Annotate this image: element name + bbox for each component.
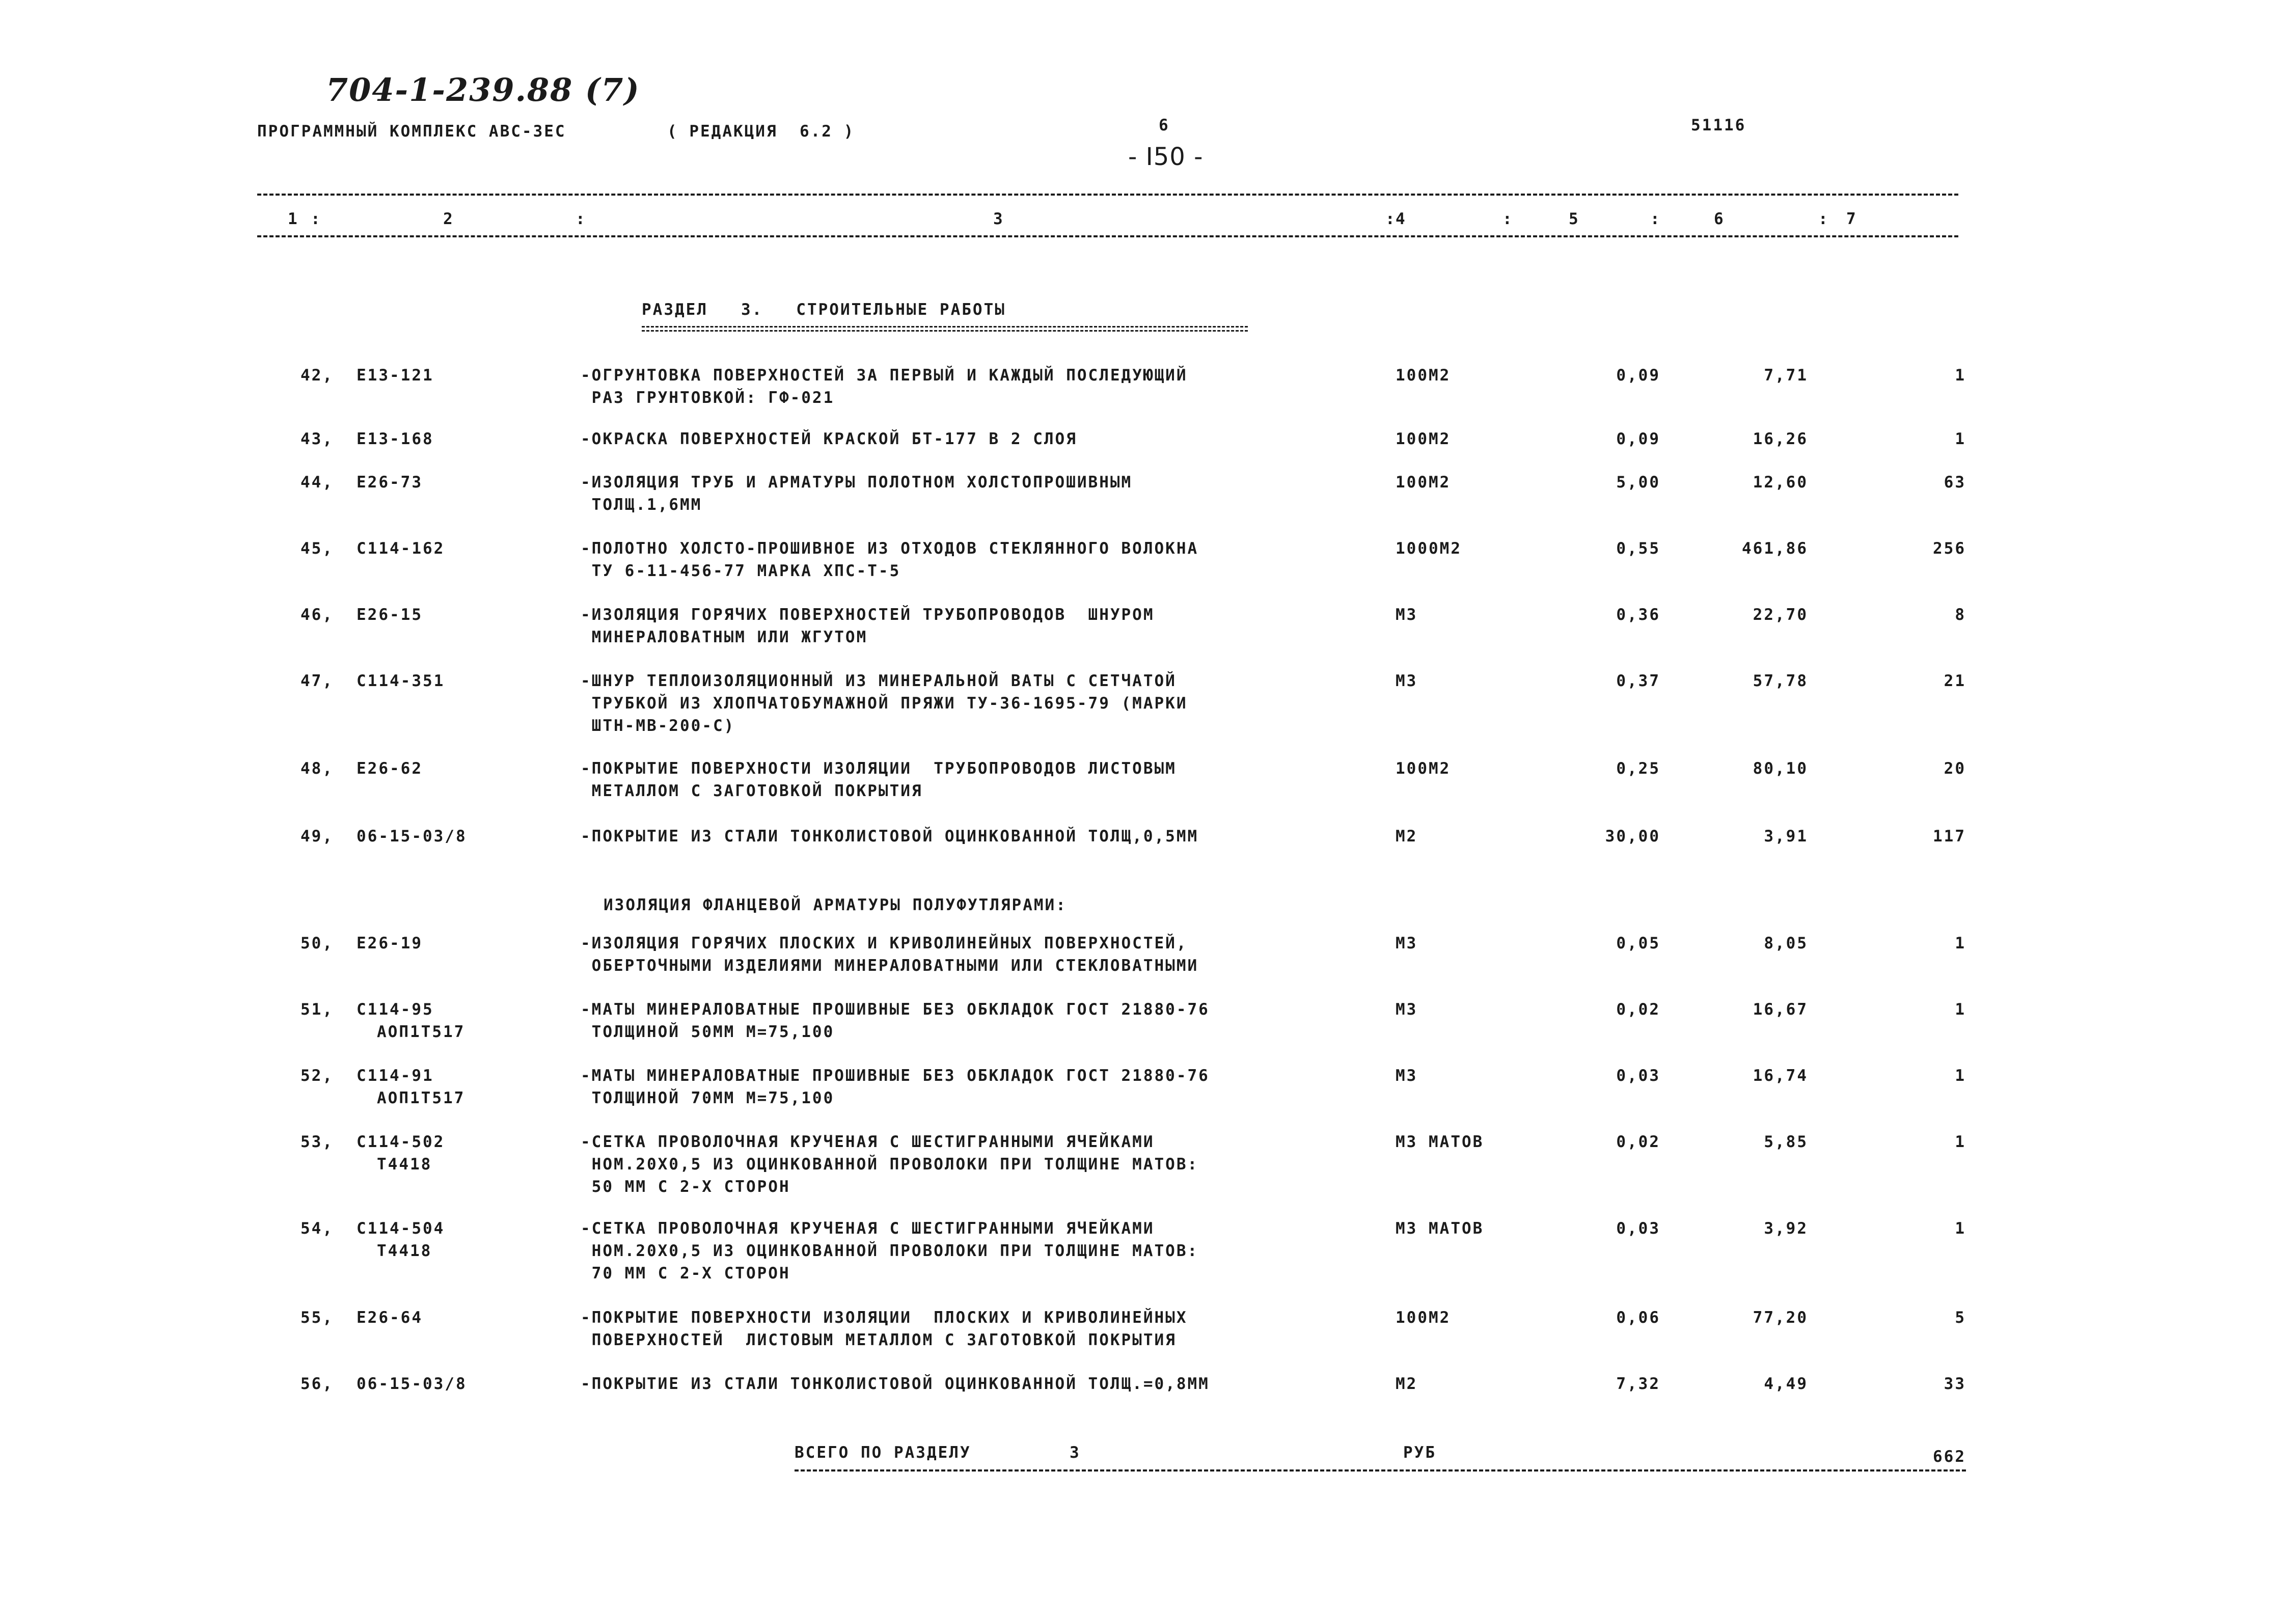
row-code: С114-351 [357, 672, 445, 690]
row-cost: 20 [1944, 759, 1966, 778]
row-quantity: 0,55 [1616, 539, 1660, 558]
row-cost: 1 [1955, 934, 1966, 952]
row-cost: 1 [1955, 366, 1966, 385]
row-quantity: 0,37 [1616, 672, 1660, 690]
total-value: 662 [1933, 1448, 1966, 1466]
row-code-secondary: АОП1Т517 [377, 1023, 466, 1041]
row-code-secondary: Т4418 [377, 1155, 432, 1174]
row-unit-price: 16,74 [1753, 1067, 1808, 1085]
row-number: 42, [300, 366, 334, 385]
row-code: Е26-62 [357, 759, 423, 778]
row-quantity: 0,02 [1616, 1133, 1660, 1151]
row-unit: 100М2 [1396, 473, 1451, 492]
row-cost: 256 [1933, 539, 1966, 558]
row-quantity: 30,00 [1605, 827, 1660, 846]
row-quantity: 0,36 [1616, 606, 1660, 624]
row-number: 47, [300, 672, 334, 690]
row-code: Е26-73 [357, 473, 423, 492]
row-quantity: 0,05 [1616, 934, 1660, 952]
row-unit: М3 [1396, 1000, 1418, 1019]
total-unit: РУБ [1403, 1443, 1436, 1462]
row-unit-price: 22,70 [1753, 606, 1808, 624]
row-unit: 100М2 [1396, 1309, 1451, 1327]
row-cost: 1 [1955, 430, 1966, 448]
row-code-secondary: Т4418 [377, 1242, 432, 1260]
row-number: 56, [300, 1375, 334, 1393]
row-code: С114-502 [357, 1133, 445, 1151]
row-code: С114-95 [357, 1000, 434, 1019]
row-description: -МАТЫ МИНЕРАЛОВАТНЫЕ ПРОШИВНЫЕ БЕЗ ОБКЛАДОК ГОСТ 21880-76 ТОЛЩИНОЙ 70ММ М=75,100 [581, 1067, 1210, 1107]
row-code: 06-15-03/8 [357, 827, 467, 846]
subheading-flange-insulation: ИЗОЛЯЦИЯ ФЛАНЦЕВОЙ АРМАТУРЫ ПОЛУФУТЛЯРАМИ: [604, 896, 1067, 914]
row-code: С114-162 [357, 539, 445, 558]
row-unit: М3 [1396, 606, 1418, 624]
row-code: С114-504 [357, 1219, 445, 1238]
row-unit: М2 [1396, 827, 1418, 846]
row-number: 46, [300, 606, 334, 624]
column-header-2: 2 [443, 210, 454, 228]
column-header-3: 3 [993, 210, 1004, 228]
column-header-1: 1 [288, 210, 299, 228]
row-code: Е26-19 [357, 934, 423, 952]
program-edition: ( РЕДАКЦИЯ 6.2 ) [667, 122, 855, 141]
row-unit: М3 [1396, 672, 1418, 690]
row-description: -ПОКРЫТИЕ ИЗ СТАЛИ ТОНКОЛИСТОВОЙ ОЦИНКОВАННОЙ ТОЛЩ.=0,8ММ [581, 1375, 1210, 1393]
row-number: 53, [300, 1133, 334, 1151]
row-unit-price: 3,91 [1764, 827, 1808, 846]
row-cost: 1 [1955, 1000, 1966, 1019]
row-unit: 1000М2 [1396, 539, 1462, 558]
total-section-number: 3 [1070, 1443, 1081, 1462]
row-quantity: 0,06 [1616, 1309, 1660, 1327]
row-number: 43, [300, 430, 334, 448]
row-unit-price: 4,49 [1764, 1375, 1808, 1393]
row-quantity: 0,03 [1616, 1219, 1660, 1238]
document-page: 704-1-239.88 (7) ПРОГРАММНЫЙ КОМПЛЕКС АВС-3ЕС ( РЕДАКЦИЯ 6.2 ) 6 51116 - I50 - 1 : 2 : 3 : 4 : 5 : 6 : 7 РАЗДЕЛ 3. СТРОИТЕЛЬНЫЕ РАБОТЫ 42, Е13-121 -ОГРУНТОВКА ПОВЕРХНОСТЕЙ ЗА ПЕРВЫЙ И КАЖДЫЙ ПОСЛЕДУЮЩИЙ РАЗ ГРУНТОВКОЙ: ГФ-021 100М2 0,09 7,71 1 43, Е13-168 -ОКРАСКА ПОВЕРХНОСТЕЙ КРАСКОЙ БТ-177 В 2 СЛОЯ 100М2 0,09 16,26 1 44, Е26-73 -ИЗОЛЯЦИЯ ТРУБ И АРМАТУРЫ ПОЛОТНОМ ХОЛСТОПРОШИВНЫМ ТОЛЩ.1,6ММ 100М2 5,00 12,60 63 45, С114-162 -ПОЛОТНО ХОЛСТО-ПРОШИВНОЕ ИЗ ОТХОДОВ СТЕКЛЯННОГО ВОЛОКНА ТУ 6-11-456-77 МАРКА ХПС-Т-5 1000М2 0,55 461,86 256 46, Е26-15 -ИЗОЛЯЦИЯ ГОРЯЧИХ ПОВЕРХНОСТЕЙ ТРУБОПРОВОДОВ ШНУРОМ МИНЕРАЛОВАТНЫМ ИЛИ ЖГУТОМ М3 0,36 22,70 8 47, С114-351 -ШНУР ТЕПЛОИЗОЛЯЦИОННЫЙ ИЗ МИНЕРАЛЬНОЙ ВАТЫ С СЕТЧАТОЙ ТРУБКОЙ ИЗ ХЛОПЧАТОБУМАЖНОЙ ПРЯЖИ ТУ-36-1695-79 (МАРКИ ШТН-МВ-200-С) М3 0,37 57,78 21 48, Е26-62 -ПОКРЫТИЕ ПОВЕРХНОСТИ ИЗОЛЯЦИИ ТРУБОПРОВОДОВ ЛИСТОВЫМ МЕТАЛЛОМ С ЗАГОТОВКОЙ ПОКРЫТИЯ 100М2 0,25 80,10 20 49, 06-15-03/8 -ПОКРЫТИЕ ИЗ СТАЛИ ТОНКОЛИСТОВОЙ ОЦИНКОВАННОЙ ТОЛЩ,0,5ММ М2 30,00 3,91 117 50, Е26-19 -ИЗОЛЯЦИЯ ГОРЯЧИХ ПЛОСКИХ И КРИВОЛИНЕЙНЫХ ПОВЕРХНОСТЕЙ, ОБЕРТОЧНЫМИ ИЗДЕЛИЯМИ МИНЕРАЛОВАТНЫМИ ИЛИ СТЕКЛОВАТНЫМИ М3 0,05 8,05 1 51, С114-95 АОП1Т517 -МАТЫ МИНЕРАЛОВАТНЫЕ ПРОШИВНЫЕ БЕЗ ОБКЛАДОК ГОСТ 21880-76 ТОЛЩИНОЙ 50ММ М=75,100 М3 0,02 16,67 1 52, С114-91 АОП1Т517 -МАТЫ МИНЕРАЛОВАТНЫЕ ПРОШИВНЫЕ БЕЗ ОБКЛАДОК ГОСТ 21880-76 ТОЛЩИНОЙ 70ММ М=75,100 М3 0,03 16,74 1 53, С114-502 Т4418 -СЕТКА ПРОВОЛОЧНАЯ КРУЧЕНАЯ С ШЕСТИГРАННЫМИ ЯЧЕЙКАМИ НОМ.20Х0,5 ИЗ ОЦИНКОВАННОЙ ПРОВОЛОКИ ПРИ ТОЛЩИНЕ МАТОВ: 50 ММ С 2-Х СТОРОН М3 МАТОВ 0,02 5,85 1 54, С114-504 Т4418 -СЕТКА ПРОВОЛОЧНАЯ КРУЧЕНАЯ С ШЕСТИГРАННЫМИ ЯЧЕЙКАМИ НОМ.20Х0,5 ИЗ ОЦИНКОВАННОЙ ПРОВОЛОКИ ПРИ ТОЛЩИНЕ МАТОВ: 70 ММ С 2-Х СТОРОН М3 МАТОВ 0,03 3,92 1 55, Е26-64 -ПОКРЫТИЕ ПОВЕРХНОСТИ ИЗОЛЯЦИИ ПЛОСКИХ И КРИВОЛИНЕЙНЫХ ПОВЕРХНОСТЕЙ ЛИСТОВЫМ МЕТАЛЛОМ С ЗАГОТОВКОЙ ПОКРЫТИЯ 100М2 0,06 77,20 5 56, 06-15-03/8 -ПОКРЫТИЕ ИЗ СТАЛИ ТОНКОЛИСТОВОЙ ОЦИНКОВАННОЙ ТОЛЩ.=0,8ММ М2 7,32 4,49 33 ИЗОЛЯЦИЯ ФЛАНЦЕВОЙ АРМАТУРЫ ПОЛУФУТЛЯРАМИ: ВСЕГО ПО РАЗДЕЛУ 3 РУБ 662 [0, 0, 2296, 1608]
row-cost: 63 [1944, 473, 1966, 492]
total-underline [795, 1469, 1966, 1471]
row-unit-price: 57,78 [1753, 672, 1808, 690]
row-number: 45, [300, 539, 334, 558]
row-code: Е26-64 [357, 1309, 423, 1327]
row-unit-price: 80,10 [1753, 759, 1808, 778]
row-description: -ИЗОЛЯЦИЯ ТРУБ И АРМАТУРЫ ПОЛОТНОМ ХОЛСТОПРОШИВНЫМ ТОЛЩ.1,6ММ [581, 473, 1133, 514]
page-number: - I50 - [1128, 143, 1204, 171]
row-unit-price: 461,86 [1742, 539, 1808, 558]
column-header-4: 4 [1396, 210, 1407, 228]
row-description: -ОГРУНТОВКА ПОВЕРХНОСТЕЙ ЗА ПЕРВЫЙ И КАЖДЫЙ ПОСЛЕДУЮЩИЙ РАЗ ГРУНТОВКОЙ: ГФ-021 [581, 366, 1188, 407]
column-header-6: 6 [1714, 210, 1725, 228]
row-quantity: 0,03 [1616, 1067, 1660, 1085]
row-unit: М2 [1396, 1375, 1418, 1393]
row-description: -ИЗОЛЯЦИЯ ГОРЯЧИХ ПЛОСКИХ И КРИВОЛИНЕЙНЫХ ПОВЕРХНОСТЕЙ, ОБЕРТОЧНЫМИ ИЗДЕЛИЯМИ МИНЕРАЛОВАТНЫМИ ИЛИ СТЕКЛОВАТНЫМИ [581, 934, 1199, 975]
program-name: ПРОГРАММНЫЙ КОМПЛЕКС АВС-3ЕС [257, 122, 566, 141]
row-unit: М3 МАТОВ [1396, 1133, 1484, 1151]
row-code: 06-15-03/8 [357, 1375, 467, 1393]
row-quantity: 0,09 [1616, 366, 1660, 385]
column-header-5: 5 [1569, 210, 1580, 228]
row-description: -ПОКРЫТИЕ ПОВЕРХНОСТИ ИЗОЛЯЦИИ ТРУБОПРОВОДОВ ЛИСТОВЫМ МЕТАЛЛОМ С ЗАГОТОВКОЙ ПОКРЫТИЯ [581, 759, 1177, 800]
row-code: Е13-121 [357, 366, 434, 385]
row-description: -ПОКРЫТИЕ ПОВЕРХНОСТИ ИЗОЛЯЦИИ ПЛОСКИХ И КРИВОЛИНЕЙНЫХ ПОВЕРХНОСТЕЙ ЛИСТОВЫМ МЕТАЛЛОМ С ЗАГОТОВКОЙ ПОКРЫТИЯ [581, 1309, 1188, 1349]
row-unit-price: 3,92 [1764, 1219, 1808, 1238]
row-number: 50, [300, 934, 334, 952]
row-number: 55, [300, 1309, 334, 1327]
row-number: 48, [300, 759, 334, 778]
row-unit: М3 [1396, 934, 1418, 952]
row-number: 49, [300, 827, 334, 846]
row-number: 51, [300, 1000, 334, 1019]
row-description: -ПОЛОТНО ХОЛСТО-ПРОШИВНОЕ ИЗ ОТХОДОВ СТЕКЛЯННОГО ВОЛОКНА ТУ 6-11-456-77 МАРКА ХПС-Т-5 [581, 539, 1199, 580]
row-code-secondary: АОП1Т517 [377, 1089, 466, 1107]
row-description: -ОКРАСКА ПОВЕРХНОСТЕЙ КРАСКОЙ БТ-177 В 2 СЛОЯ [581, 430, 1077, 448]
row-unit: 100М2 [1396, 430, 1451, 448]
row-unit: М3 МАТОВ [1396, 1219, 1484, 1238]
row-cost: 33 [1944, 1375, 1966, 1393]
row-cost: 5 [1955, 1309, 1966, 1327]
row-cost: 8 [1955, 606, 1966, 624]
row-unit-price: 12,60 [1753, 473, 1808, 492]
column-header-7: 7 [1846, 210, 1857, 228]
row-code: С114-91 [357, 1067, 434, 1085]
row-quantity: 5,00 [1616, 473, 1660, 492]
row-description: -ПОКРЫТИЕ ИЗ СТАЛИ ТОНКОЛИСТОВОЙ ОЦИНКОВАННОЙ ТОЛЩ,0,5ММ [581, 827, 1199, 846]
total-label: ВСЕГО ПО РАЗДЕЛУ [795, 1443, 971, 1462]
row-quantity: 0,09 [1616, 430, 1660, 448]
row-cost: 1 [1955, 1133, 1966, 1151]
row-unit-price: 8,05 [1764, 934, 1808, 952]
row-code: Е26-15 [357, 606, 423, 624]
row-quantity: 0,02 [1616, 1000, 1660, 1019]
row-cost: 117 [1933, 827, 1966, 846]
table-top-rule [257, 194, 1958, 196]
row-description: -МАТЫ МИНЕРАЛОВАТНЫЕ ПРОШИВНЫЕ БЕЗ ОБКЛАДОК ГОСТ 21880-76 ТОЛЩИНОЙ 50ММ М=75,100 [581, 1000, 1210, 1041]
row-unit-price: 16,67 [1753, 1000, 1808, 1019]
row-description: -СЕТКА ПРОВОЛОЧНАЯ КРУЧЕНАЯ С ШЕСТИГРАННЫМИ ЯЧЕЙКАМИ НОМ.20Х0,5 ИЗ ОЦИНКОВАННОЙ ПРОВОЛОКИ ПРИ ТОЛЩИНЕ МАТОВ: 50 ММ С 2-Х СТОРОН [581, 1133, 1199, 1196]
row-unit: М3 [1396, 1067, 1418, 1085]
section-title: РАЗДЕЛ 3. СТРОИТЕЛЬНЫЕ РАБОТЫ [642, 301, 1006, 319]
row-quantity: 7,32 [1616, 1375, 1660, 1393]
section-title-underline [642, 326, 1248, 332]
row-cost: 21 [1944, 672, 1966, 690]
row-description: -ИЗОЛЯЦИЯ ГОРЯЧИХ ПОВЕРХНОСТЕЙ ТРУБОПРОВОДОВ ШНУРОМ МИНЕРАЛОВАТНЫМ ИЛИ ЖГУТОМ [581, 606, 1155, 646]
row-unit: 100М2 [1396, 759, 1451, 778]
row-unit-price: 7,71 [1764, 366, 1808, 385]
document-number: 51116 [1691, 116, 1746, 134]
row-description: -СЕТКА ПРОВОЛОЧНАЯ КРУЧЕНАЯ С ШЕСТИГРАННЫМИ ЯЧЕЙКАМИ НОМ.20Х0,5 ИЗ ОЦИНКОВАННОЙ ПРОВОЛОКИ ПРИ ТОЛЩИНЕ МАТОВ: 70 ММ С 2-Х СТОРОН [581, 1219, 1199, 1283]
handwritten-project-code: 704-1-239.88 (7) [326, 71, 640, 108]
sheet-number: 6 [1159, 116, 1170, 134]
row-unit-price: 77,20 [1753, 1309, 1808, 1327]
row-cost: 1 [1955, 1067, 1966, 1085]
row-number: 44, [300, 473, 334, 492]
row-quantity: 0,25 [1616, 759, 1660, 778]
row-cost: 1 [1955, 1219, 1966, 1238]
row-unit-price: 16,26 [1753, 430, 1808, 448]
row-number: 52, [300, 1067, 334, 1085]
row-unit-price: 5,85 [1764, 1133, 1808, 1151]
table-header-rule [257, 235, 1958, 237]
row-unit: 100М2 [1396, 366, 1451, 385]
row-description: -ШНУР ТЕПЛОИЗОЛЯЦИОННЫЙ ИЗ МИНЕРАЛЬНОЙ ВАТЫ С СЕТЧАТОЙ ТРУБКОЙ ИЗ ХЛОПЧАТОБУМАЖНОЙ ПРЯЖИ ТУ-36-1695-79 (МАРКИ ШТН-МВ-200-С) [581, 672, 1188, 735]
row-number: 54, [300, 1219, 334, 1238]
row-code: Е13-168 [357, 430, 434, 448]
